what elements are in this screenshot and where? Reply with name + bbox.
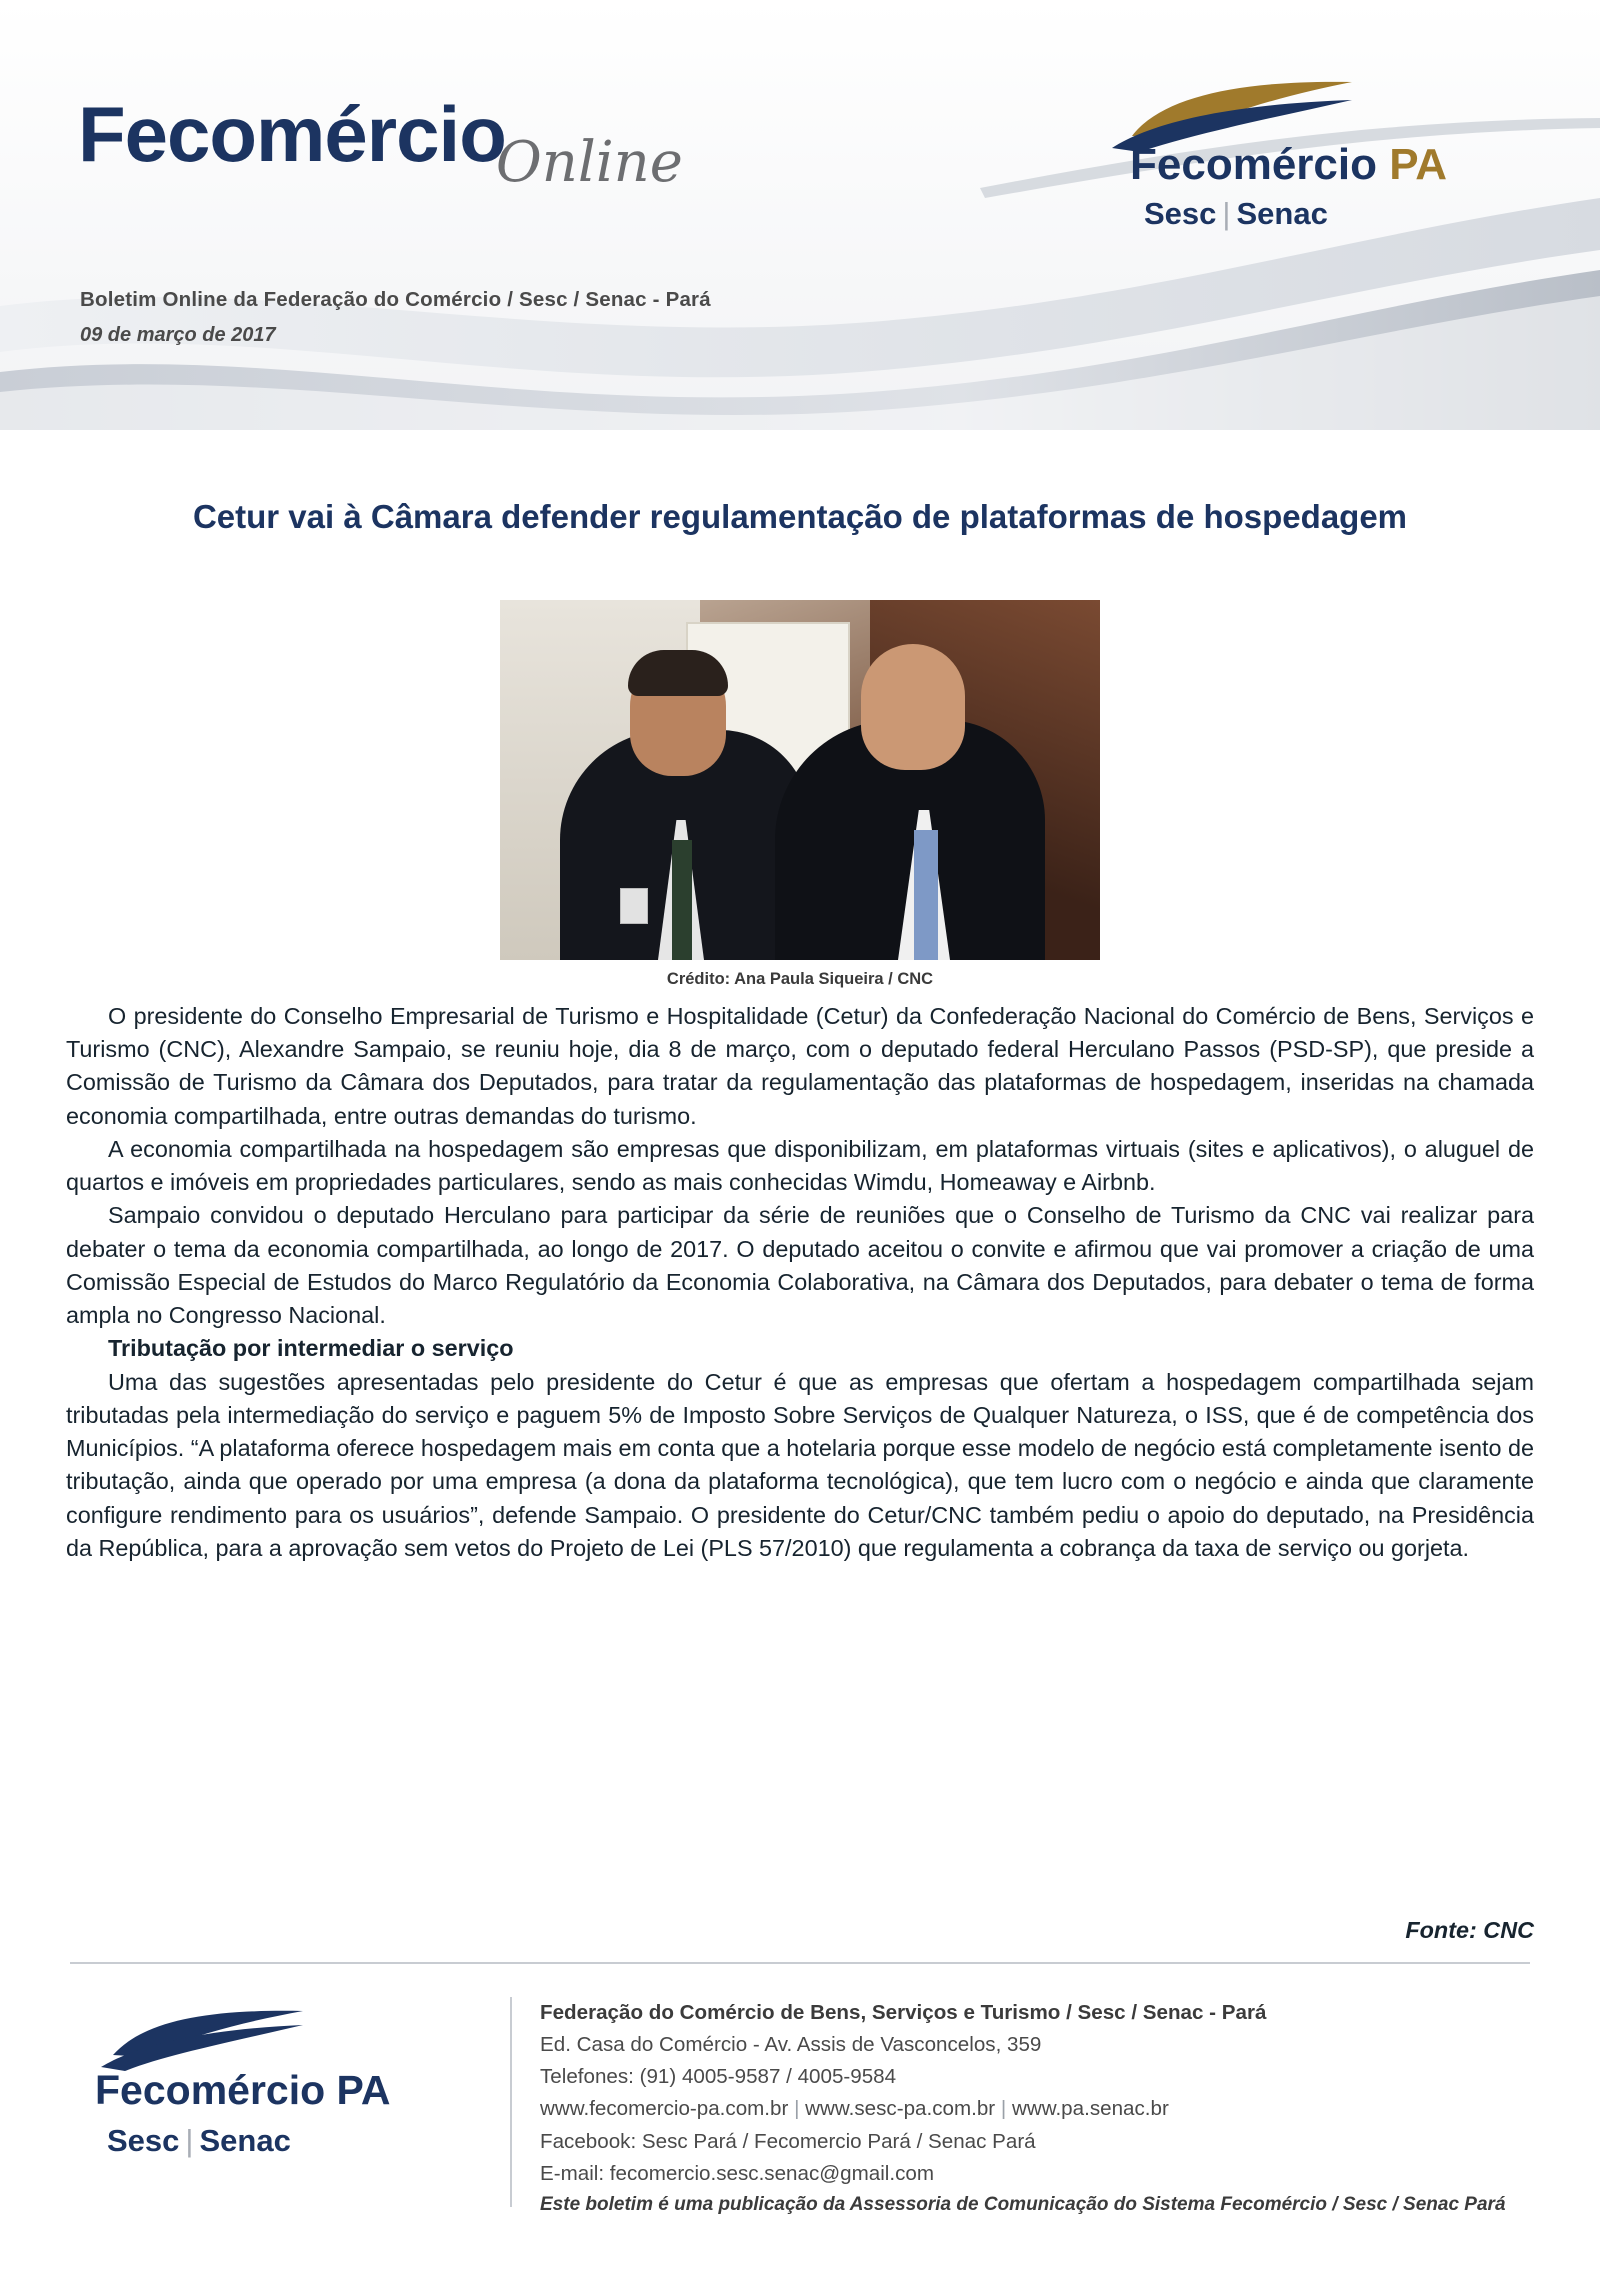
- article-subheading: Tributação por intermediar o serviço: [108, 1335, 514, 1362]
- masthead: [78, 90, 683, 195]
- footer-senac-label: Senac: [199, 2123, 291, 2158]
- brand-name: [1130, 140, 1447, 190]
- footer-websites: [540, 2093, 1520, 2125]
- brand-sesc-label: Sesc: [1144, 196, 1217, 231]
- footer-email[interactable]: E-mail: fecomercio.sesc.senac@gmail.com: [540, 2161, 934, 2185]
- footer-contact-info: [540, 1997, 1520, 2219]
- article-title: Cetur vai à Câmara defender regulamentação de plataformas de hospedagem: [192, 498, 1408, 535]
- brand-name-text: Fecomércio: [1130, 140, 1390, 189]
- footer-site-senac[interactable]: www.pa.senac.br: [1011, 2097, 1169, 2121]
- article-photo: [500, 600, 1100, 960]
- footer-address: Ed. Casa do Comércio - Av. Assis de Vasconcelos, 359: [540, 2033, 1042, 2057]
- footer-subbrands: [107, 2123, 291, 2159]
- footer-divider-rule: [70, 1962, 1530, 1964]
- paragraph: O presidente do Conselho Empresarial de Turismo e Hospitalidade (Cetur) da Confederação Nacional do Comércio de Bens, Serviços e Turismo (CNC), Alexandre Sampaio, se reuniu hoje, dia 8 de março, com o deputado federal Herculano Passos (PSD-SP), que preside a Comissão de Turismo da Câmara dos Deputados, para tratar da regulamentação das plataformas de hospedagem, inseridas na chamada economia compartilhada, entre outras demandas do turismo.: [66, 1003, 1534, 1129]
- footer-site-fecomercio[interactable]: www.fecomercio-pa.com.br: [540, 2097, 789, 2121]
- paragraph: Uma das sugestões apresentadas pelo presidente do Cetur é que as empresas que ofertam a hospedagem compartilhada sejam tributadas pela intermediação do serviço e paguem 5% de Imposto Sobre Serviços de Qualquer Natureza, o ISS, que é de competência dos Municípios. “A plataforma oferece hospedagem mais em conta que a hotelaria porque esse modelo de negócio está completamente isento de tributação, ainda que operado por uma empresa (a dona da plataforma tecnológica), que tem lucro com o negócio e ainda que claramente configure rendimento para os usuários”, defende Sampaio. O presidente do Cetur/CNC também pediu o apoio do deputado, na Presidência da República, para a aprovação sem vetos do Projeto de Lei (PLS 57/2010) que regulamenta a cobrança da taxa de serviço ou gorjeta.: [66, 1368, 1534, 1561]
- footer-site-sep: |: [1000, 2097, 1007, 2121]
- footer-divider-label: |: [185, 2123, 194, 2158]
- footer-wing-icon: [95, 2005, 395, 2075]
- masthead-subtitle: Online: [495, 130, 683, 195]
- brand-subbrands: [1144, 196, 1328, 232]
- footer-site-sep: |: [794, 2097, 800, 2121]
- footer-vertical-rule: [510, 1997, 512, 2207]
- brand-senac-label: Senac: [1236, 196, 1328, 231]
- footer-site-sesc[interactable]: www.sesc-pa.com.br: [805, 2097, 996, 2121]
- footer-logo: [95, 2005, 495, 2195]
- footer-brand-name-text: Fecomércio: [95, 2067, 337, 2113]
- photo-credit: Crédito: Ana Paula Siqueira / CNC: [666, 970, 934, 988]
- tagline: Boletim Online da Federação do Comércio / Sesc / Senac - Pará: [80, 288, 711, 311]
- footer-brand-name-suffix: PA: [336, 2067, 391, 2113]
- footer: [0, 1975, 1600, 2275]
- footer-note: Este boletim é uma publicação da Assessoria de Comunicação do Sistema Fecomércio / Sesc / Senac Pará: [540, 2193, 1506, 2215]
- footer-sesc-label: Sesc: [107, 2123, 180, 2158]
- masthead-title: Fecomércio: [78, 90, 506, 178]
- photo-image: [500, 600, 1100, 960]
- fecomercio-pa-logo: [1102, 78, 1522, 238]
- footer-brand-name: [95, 2067, 390, 2114]
- header: [0, 0, 1600, 430]
- footer-phones: Telefones: (91) 4005-9587 / 4005-9584: [540, 2065, 897, 2089]
- article-source: Fonte: CNC: [1405, 1917, 1534, 1943]
- paragraph: A economia compartilhada na hospedagem são empresas que disponibilizam, em plataformas virtuais (sites e aplicativos), o aluguel de quartos e imóveis em propriedades particulares, sendo as mais conhecidas Wimdu, Homeaway e Airbnb.: [66, 1135, 1534, 1196]
- footer-facebook: Facebook: Sesc Pará / Fecomercio Pará / Senac Pará: [540, 2129, 1036, 2153]
- footer-org-name: Federação do Comércio de Bens, Serviços e Turismo / Sesc / Senac - Pará: [540, 2001, 1267, 2024]
- paragraph: Sampaio convidou o deputado Herculano para participar da série de reuniões que o Conselho de Turismo da CNC vai realizar para debater o tema da economia compartilhada, ao longo de 2017. O deputado aceitou o convite e afirmou que vai promover a criação de uma Comissão Especial de Estudos do Marco Regulatório da Economia Colaborativa, na Câmara dos Deputados, para debater o tema de forma ampla no Congresso Nacional.: [66, 1202, 1534, 1329]
- article-body: [66, 1000, 1534, 1565]
- issue-date: 09 de março de 2017: [80, 324, 276, 346]
- brand-divider: |: [1222, 196, 1231, 231]
- brand-name-suffix: PA: [1389, 140, 1448, 189]
